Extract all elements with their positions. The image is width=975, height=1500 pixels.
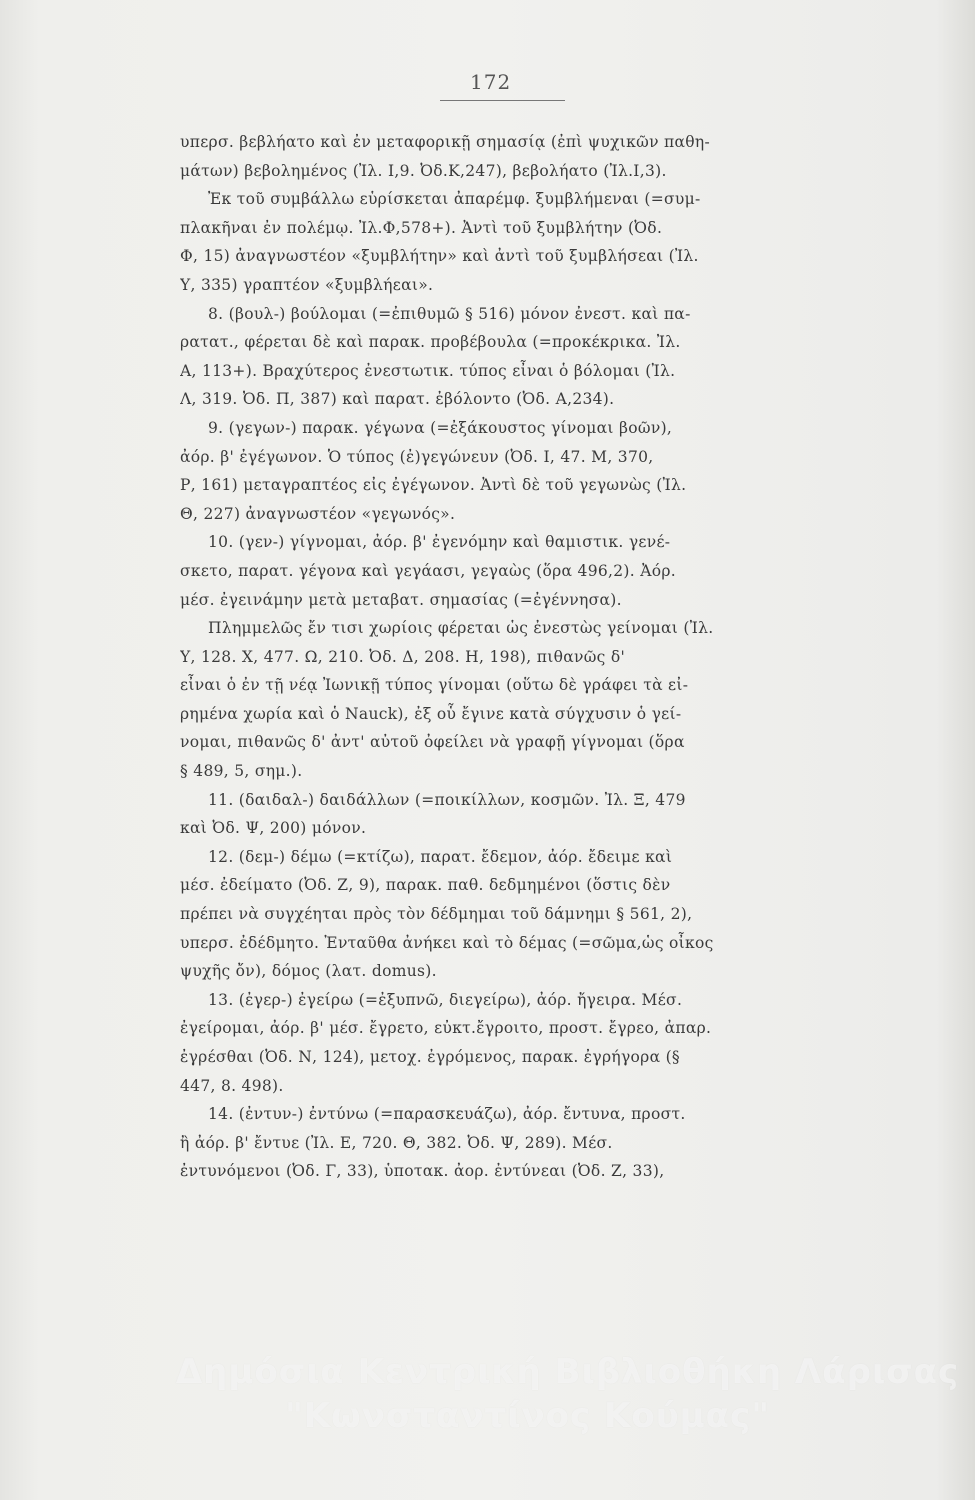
text-line: Υ, 128. Χ, 477. Ω, 210. Ὀδ. Δ, 208. Η, 198), πιθανῶς δ' xyxy=(180,647,626,666)
text-line: μάτων) βεβολημένος (Ἰλ. Ι,9. Ὀδ.Κ,247), βεβολήατο (Ἰλ.Ι,3). xyxy=(180,161,667,180)
text-line: ρημένα χωρία καὶ ὁ Nauck), ἐξ οὗ ἔγινε κατὰ σύγχυσιν ὁ γεί- xyxy=(180,704,682,723)
text-line: Ἐκ τοῦ συμβάλλω εὑρίσκεται ἀπαρέμφ. ξυμβλήμεναι (=συμ- xyxy=(208,190,701,209)
text-line: 447, 8. 498). xyxy=(180,1076,284,1095)
text-line: 13. (ἐγερ-) ἐγείρω (=ἐξυπνῶ, διεγείρω), ἀόρ. ἤγειρα. Μέσ. xyxy=(208,990,683,1009)
text-line: Πλημμελῶς ἔν τισι χωρίοις φέρεται ὡς ἐνεστὼς γείνομαι (Ἰλ. xyxy=(208,619,714,638)
text-line: νομαι, πιθανῶς δ' ἀντ' αὐτοῦ ὀφείλει νὰ γραφῇ γίγνομαι (ὅρα xyxy=(180,733,685,752)
text-line: μέσ. ἐδείματο (Ὀδ. Ζ, 9), παρακ. παθ. δεδμημένοι (ὅστις δὲν xyxy=(180,876,671,895)
text-line: εἶναι ὁ ἐν τῇ νέᾳ Ἰωνικῇ τύπος γίνομαι (οὕτω δὲ γράφει τὰ εἰ- xyxy=(180,676,689,695)
text-line: Ρ, 161) μεταγραπτέος εἰς ἐγέγωνον. Ἀντὶ δὲ τοῦ γεγωνὼς (Ἰλ. xyxy=(180,476,687,495)
library-watermark-line2: "Κωνσταντίνος Κούμας" xyxy=(285,1396,770,1436)
text-line: υπερσ. βεβλήατο καὶ ἐν μεταφορικῇ σημασίᾳ (ἐπὶ ψυχικῶν παθη- xyxy=(180,133,711,151)
text-line: Φ, 15) ἀναγνωστέον «ξυμβλήτην» καὶ ἀντὶ τοῦ ξυμβλήσεαι (Ἰλ. xyxy=(180,247,699,266)
text-line: ψυχῆς ὄν), δόμος (λατ. domus). xyxy=(180,962,437,981)
text-line: Θ, 227) ἀναγνωστέον «γεγωνός». xyxy=(180,504,456,523)
text-line: 9. (γεγων-) παρακ. γέγωνα (=ἐξάκουστος γίνομαι βοῶν), xyxy=(208,418,673,437)
text-line: ἐγρέσθαι (Ὀδ. Ν, 124), μετοχ. ἐγρόμενος, παρακ. ἐγρήγορα (§ xyxy=(180,1048,680,1066)
text-line: πρέπει νὰ συγχέηται πρὸς τὸν δέδμημαι τοῦ δάμνημι § 561, 2), xyxy=(180,905,693,924)
text-line: § 489, 5, σημ.). xyxy=(180,762,303,781)
header-rule xyxy=(440,100,565,101)
text-line: Α, 113+). Βραχύτερος ἐνεστωτικ. τύπος εἶναι ὁ βόλομαι (Ἰλ. xyxy=(180,361,676,380)
text-line: μέσ. ἐγεινάμην μετὰ μεταβατ. σημασίας (=ἐγέννησα). xyxy=(180,590,622,609)
text-line: ἐντυνόμενοι (Ὀδ. Γ, 33), ὑποτακ. ἀορ. ἐντύνεαι (Ὀδ. Ζ, 33), xyxy=(180,1162,665,1181)
text-line: 11. (δαιδαλ-) δαιδάλλων (=ποικίλλων, κοσμῶν. Ἰλ. Ξ, 479 xyxy=(208,790,686,809)
text-line: ρατατ., φέρεται δὲ καὶ παρακ. προβέβουλα (=προκέκρικα. Ἰλ. xyxy=(180,333,681,352)
text-line: ἀόρ. β' ἐγέγωνον. Ὁ τύπος (ἐ)γεγώνευν (Ὀδ. Ι, 47. Μ, 370, xyxy=(180,447,654,466)
page-number: 172 xyxy=(470,70,512,94)
text-line: καὶ Ὀδ. Ψ, 200) μόνον. xyxy=(180,819,367,838)
text-line: σκετο, παρατ. γέγονα καὶ γεγάασι, γεγαὼς (ὅρα 496,2). Ἀόρ. xyxy=(180,561,676,580)
text-line: 12. (δεμ-) δέμω (=κτίζω), παρατ. ἔδεμον, ἀόρ. ἔδειμε καὶ xyxy=(208,847,673,866)
text-line: πλακῆναι ἐν πολέμῳ. Ἰλ.Φ,578+). Ἀντὶ τοῦ ξυμβλήτην (Ὀδ. xyxy=(180,218,663,237)
text-line: 8. (βουλ-) βούλομαι (=ἐπιθυμῶ § 516) μόνον ἐνεστ. καὶ πα- xyxy=(208,304,691,323)
text-line: Λ, 319. Ὀδ. Π, 387) καὶ παρατ. ἐβόλοντο (Ὀδ. Α,234). xyxy=(180,390,615,409)
text-line: 10. (γεν-) γίγνομαι, ἀόρ. β' ἐγενόμην καὶ θαμιστικ. γενέ- xyxy=(208,533,671,552)
text-line: υπερσ. ἐδέδμητο. Ἐνταῦθα ἀνήκει καὶ τὸ δέμας (=σῶμα,ὡς οἶκος xyxy=(180,933,714,952)
body-text xyxy=(180,128,830,1186)
text-line: Υ, 335) γραπτέον «ξυμβλήεαι». xyxy=(180,275,434,294)
text-line: ἐγείρομαι, ἀόρ. β' μέσ. ἔγρετο, εὐκτ.ἔγροιτο, προστ. ἔγρεο, ἀπαρ. xyxy=(180,1019,712,1038)
text-line: 14. (ἐντυν-) ἐντύνω (=παρασκευάζω), ἀόρ. ἔντυνα, προστ. xyxy=(208,1105,686,1124)
text-line: ἢ ἀόρ. β' ἔντυε (Ἰλ. Ε, 720. Θ, 382. Ὀδ. Ψ, 289). Μέσ. xyxy=(180,1133,613,1152)
library-watermark-line1: Δημόσια Κεντρική Βιβλιοθήκη Λάρισας xyxy=(175,1352,960,1392)
